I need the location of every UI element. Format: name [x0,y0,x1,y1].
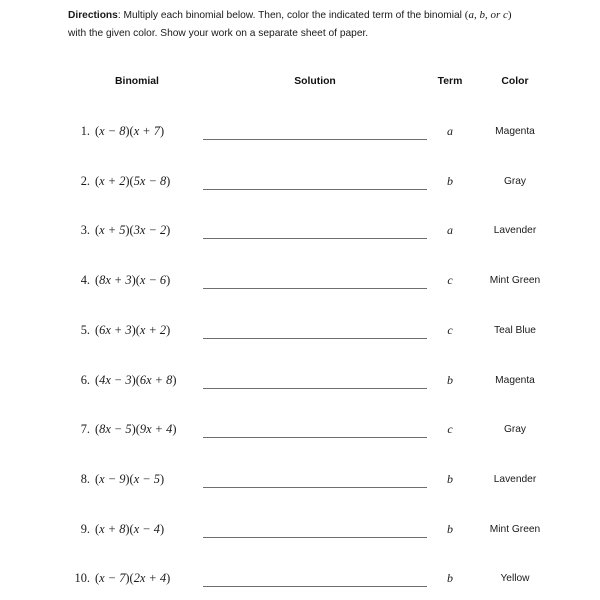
row-number: 4. [80,273,90,288]
color-value: Mint Green [489,523,541,535]
binomial-factor1-open: ( [95,322,100,337]
term-value: b [447,372,453,387]
solution-answer-line[interactable] [203,537,427,538]
row-number: 6. [80,372,90,387]
binomial-factor1: 8x − 5 [99,422,132,437]
solution-answer-line[interactable] [203,388,427,389]
binomial-factor2: 5x − 8 [133,173,167,188]
table-row [0,522,600,544]
binomial-factor2: x − 6 [139,273,167,288]
solution-answer-line[interactable] [203,586,427,587]
table-row [0,472,600,494]
binomial-factor1: x − 7 [99,571,126,586]
row-number: 8. [80,471,90,486]
binomial-factor1-close: ) [125,571,130,586]
binomial-factor1-open: ( [95,521,100,536]
binomial-factor1-close: ) [131,322,136,337]
binomial-factor1: x + 5 [99,223,126,238]
term-value: b [447,521,453,536]
binomial-factor1-open: ( [95,223,100,238]
row-number: 3. [80,223,90,238]
table-row [0,422,600,444]
table-row [0,174,600,196]
binomial-expression [95,522,164,537]
term-value: c [447,273,453,288]
binomial-factor2: 6x + 8 [139,372,173,387]
binomial-factor1: 8x + 3 [99,273,132,288]
binomial-factor2-open: ( [129,571,134,586]
binomial-expression [95,323,170,338]
row-number: 5. [80,322,90,337]
table-row [0,223,600,245]
binomial-factor2: 9x + 4 [139,422,173,437]
solution-answer-line[interactable] [203,487,427,488]
table-row [0,571,600,593]
header-term: Term [437,76,463,87]
color-value: Lavender [493,225,537,237]
header-color: Color [501,76,529,87]
term-value: b [447,471,453,486]
binomial-factor1-open: ( [95,124,100,138]
binomial-expression [95,273,170,288]
color-value: Mint Green [489,275,541,287]
solution-answer-line[interactable] [203,238,427,239]
binomial-factor2-close: ) [159,471,165,486]
color-value: Magenta [495,374,535,386]
solution-answer-line[interactable] [203,437,427,438]
binomial-factor2-close: ) [166,273,171,288]
table-row [0,373,600,395]
binomial-factor2-open: ( [129,173,134,188]
binomial-factor2-close: ) [172,422,177,437]
row-number: 2. [80,173,90,188]
directions-math-open-paren: ( [464,9,469,21]
binomial-factor1-open: ( [95,273,100,288]
color-value: Gray [503,175,527,187]
binomial-factor2-open: ( [135,273,140,288]
binomial-factor1-close: ) [125,173,130,188]
binomial-factor1: x + 8 [99,521,126,536]
color-value: Lavender [493,473,537,485]
term-value: c [447,422,453,437]
binomial-factor1-close: ) [131,422,136,437]
binomial-factor1-open: ( [95,471,100,486]
binomial-factor1: x − 8 [99,124,126,138]
color-value: Magenta [495,126,535,137]
term-value: a [447,223,453,238]
binomial-factor1: 4x − 3 [99,372,132,387]
solution-answer-line[interactable] [203,338,427,339]
binomial-factor2-open: ( [129,471,134,486]
binomial-factor1-open: ( [95,571,100,586]
directions-text-line2: with the given color. Show your work on a separate sheet of paper. [68,27,369,39]
binomial-factor1-close: ) [131,372,136,387]
term-value: a [447,124,453,138]
binomial-factor2-open: ( [129,124,134,138]
binomial-expression [95,472,164,487]
binomial-factor2-close: ) [159,521,165,536]
binomial-factor1: x − 9 [99,471,126,486]
binomial-factor1-close: ) [125,124,130,138]
binomial-factor2-open: ( [135,322,140,337]
table-row [0,124,600,146]
binomial-factor1-close: ) [125,471,130,486]
binomial-factor2-close: ) [172,372,177,387]
binomial-factor2: x − 4 [133,521,160,536]
binomial-factor1: x + 2 [99,173,126,188]
color-value: Yellow [500,573,530,585]
binomial-factor2: x + 2 [139,322,167,337]
header-binomial: Binomial [115,76,159,87]
binomial-factor1-open: ( [95,173,100,188]
binomial-expression [95,223,170,238]
binomial-expression [95,174,170,189]
binomial-expression [95,422,176,437]
binomial-expression [95,124,164,139]
solution-answer-line[interactable] [203,139,427,140]
binomial-factor2: x − 5 [133,471,160,486]
color-value: Gray [503,424,527,436]
row-number: 1. [80,124,90,138]
binomial-factor1-close: ) [125,223,130,238]
header-solution: Solution [294,76,336,87]
term-value: b [447,571,453,586]
row-number: 7. [80,422,90,437]
solution-answer-line[interactable] [203,189,427,190]
term-value: b [447,173,453,188]
binomial-factor2: 3x − 2 [133,223,167,238]
solution-answer-line[interactable] [203,288,427,289]
binomial-factor2-close: ) [166,322,171,337]
binomial-factor2: 2x + 4 [133,571,167,586]
directions-math-close-paren: ) [507,9,512,21]
row-number: 9. [80,521,90,536]
binomial-expression [95,373,176,388]
binomial-factor2-close: ) [159,124,165,138]
row-number: 10. [74,571,90,586]
directions-label: Directions [68,10,118,21]
binomial-expression [95,571,170,586]
color-value: Teal Blue [494,324,536,336]
binomial-factor2-close: ) [166,223,171,238]
binomial-factor1-close: ) [125,521,130,536]
directions-term-variables: a, b, or c [468,9,508,21]
table-row [0,323,600,345]
binomial-factor2-open: ( [135,372,140,387]
binomial-factor2-open: ( [129,521,134,536]
term-value: c [447,322,453,337]
table-row [0,273,600,295]
binomial-factor1-close: ) [131,273,136,288]
directions-text-line1: : Multiply each binomial below. Then, color the indicated term of the binomial [117,10,462,21]
binomial-factor2-open: ( [129,223,134,238]
binomial-factor2: x + 7 [133,124,160,138]
binomial-factor2-open: ( [135,422,140,437]
binomial-factor2-close: ) [166,173,171,188]
binomial-factor2-close: ) [166,571,171,586]
binomial-factor1: 6x + 3 [99,322,132,337]
binomial-factor1-open: ( [95,422,100,437]
binomial-factor1-open: ( [95,372,100,387]
